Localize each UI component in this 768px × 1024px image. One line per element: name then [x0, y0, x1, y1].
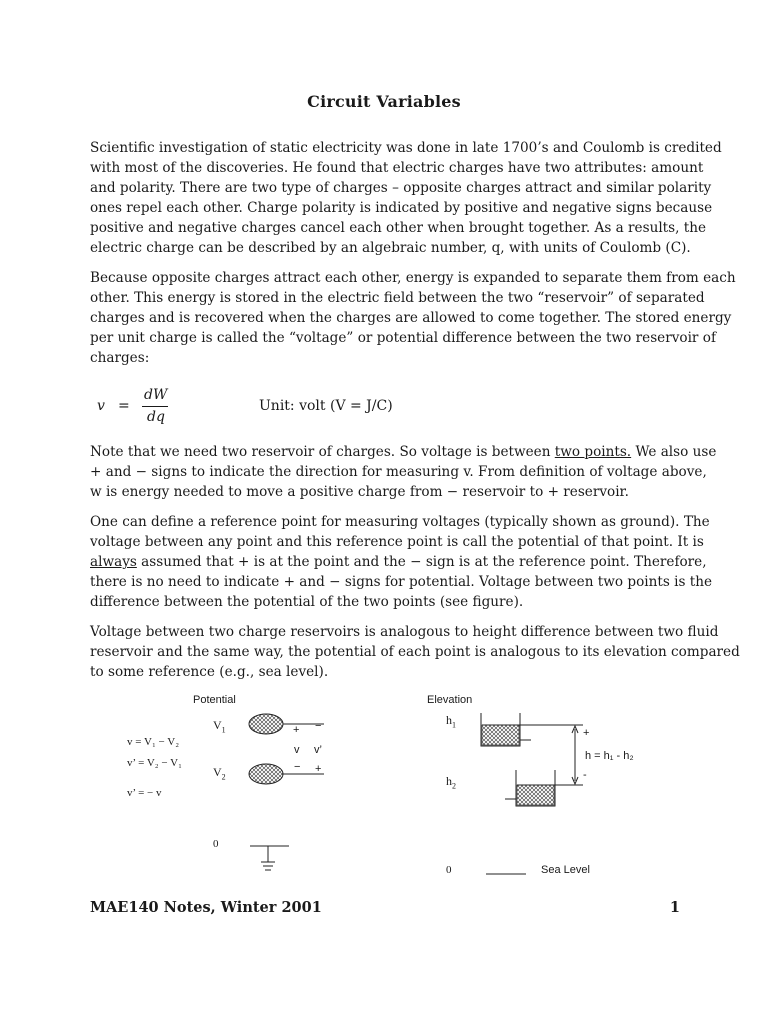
paragraph-line: One can define a reference point for measuring voltages (typically shown as ground). The	[90, 514, 710, 530]
paragraph-line: and polarity. There are two type of charges – opposite charges attract and similar polarity	[90, 180, 712, 196]
sea-level-label: Sea Level	[541, 864, 590, 876]
charge-reservoir-1	[249, 714, 283, 734]
plus-bottom-right: +	[315, 763, 322, 775]
equation-v: v = V₁ − V₂	[127, 736, 180, 748]
paragraph-line: difference between the potential of the two points (see figure).	[90, 594, 524, 610]
paragraph-line: voltage between any point and this reference point is call the potential of that point. It is	[90, 534, 704, 550]
paragraph-line: there is no need to indicate + and − signs for potential. Voltage between two points is the	[90, 574, 713, 590]
underlined-text: always	[90, 554, 137, 570]
text-segment: Note that we need two reservoir of charges. So voltage is between	[90, 444, 555, 460]
footer-course: MAE140 Notes, Winter 2001	[90, 899, 322, 916]
equation-denominator: dq	[147, 409, 165, 425]
elevation-minus: -	[583, 769, 587, 781]
page-title: Circuit Variables	[307, 92, 461, 111]
potential-title: Potential	[193, 694, 236, 706]
v1-label	[213, 718, 226, 734]
paragraph-line: to some reference (e.g., sea level).	[90, 664, 329, 680]
paragraph-line: charges:	[90, 350, 150, 366]
paragraph-line: ones repel each other. Charge polarity is indicated by positive and negative signs because	[90, 200, 713, 216]
v-label: v	[294, 744, 300, 756]
h2-label	[446, 774, 456, 790]
v1-sub: 1	[221, 725, 226, 735]
charge-reservoir-2	[249, 764, 283, 784]
paragraph-line: w is energy needed to move a positive charge from − reservoir to + reservoir.	[90, 484, 629, 500]
underlined-text: two points.	[554, 444, 632, 460]
text-segment: We also use	[631, 444, 717, 460]
h1-main: h	[446, 713, 452, 727]
upper-tank-fluid	[482, 725, 519, 745]
paragraph-line: other. This energy is stored in the electric field between the two “reservoir” of separated	[90, 290, 705, 306]
equation-numerator: dW	[144, 387, 168, 403]
v1-main: V	[213, 718, 222, 732]
paragraph-line: per unit charge is called the “voltage” or potential difference between the two reservoir of	[90, 330, 716, 346]
h1-sub: 1	[452, 720, 456, 730]
height-difference-label: h = h₁ - h₂	[585, 750, 634, 762]
paragraph-line: charges and is recovered when the charges are allowed to come together. The stored energy	[90, 310, 732, 326]
plus-top-left: +	[293, 724, 300, 736]
equation-vprime: v’ = V₂ − V₁	[127, 757, 182, 769]
paragraph-line: Voltage between two charge reservoirs is analogous to height difference between two fluid	[90, 624, 719, 640]
h2-sub: 2	[452, 781, 456, 791]
h1-label	[446, 713, 456, 729]
equation-lhs: v	[97, 398, 105, 414]
equation-equals: =	[118, 398, 130, 414]
minus-top-right: −	[315, 720, 322, 732]
paragraph-line: Because opposite charges attract each other, energy is expanded to separate them from each	[90, 270, 736, 286]
page-number: 1	[669, 899, 680, 916]
elevation-plus: +	[583, 727, 590, 739]
vprime-label: v’	[314, 744, 322, 756]
minus-bottom-left: −	[294, 761, 301, 773]
text-segment: assumed that + is at the point and the − sign is at the reference point. Therefore,	[136, 554, 707, 570]
elevation-title: Elevation	[427, 694, 473, 706]
v2-label	[213, 765, 226, 781]
h2-main: h	[446, 774, 452, 788]
paragraph-line: + and − signs to indicate the direction for measuring v. From definition of voltage above,	[90, 464, 707, 480]
paragraph-line: with most of the discoveries. He found that electric charges have two attributes: amount	[90, 160, 704, 176]
lower-tank-fluid	[517, 785, 554, 805]
zero-potential-label: 0	[213, 838, 219, 850]
paragraph-line: electric charge can be described by an algebraic number, q, with units of Coulomb (C).	[90, 240, 691, 256]
v2-sub: 2	[221, 772, 226, 782]
equation-vprime-neg: v’ = − v	[127, 787, 162, 799]
zero-elevation-label: 0	[446, 864, 452, 876]
v2-main: V	[213, 765, 222, 779]
paragraph-line: reservoir and the same way, the potential of each point is analogous to its elevation compared	[90, 644, 740, 660]
equation-unit: Unit: volt (V = J/C)	[259, 398, 393, 414]
paragraph-line: Scientific investigation of static electricity was done in late 1700’s and Coulomb is credited	[90, 140, 722, 156]
paragraph-line: positive and negative charges cancel each other when brought together. As a results, the	[90, 220, 707, 236]
